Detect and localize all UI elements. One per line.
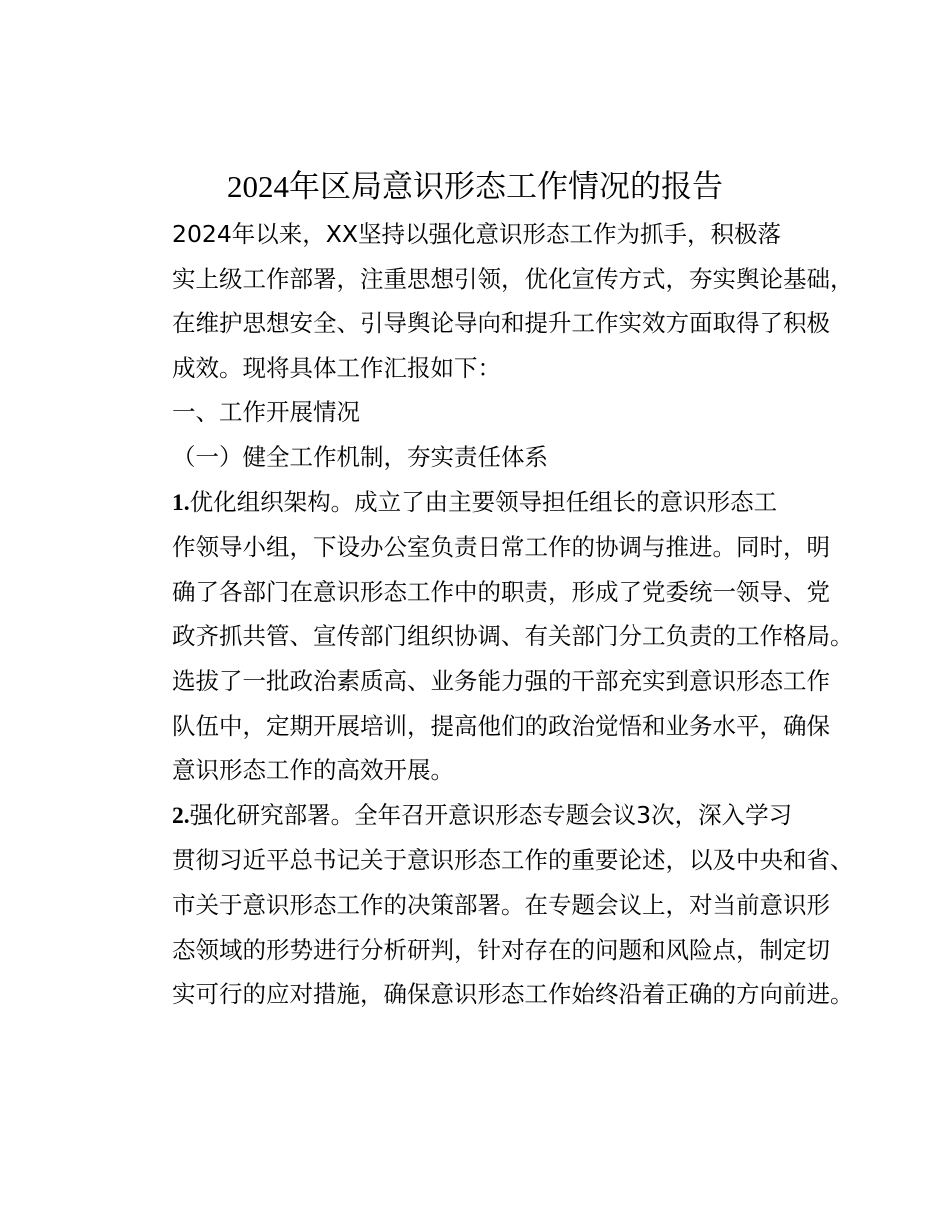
item-2-paragraph (124, 793, 854, 1017)
section-heading-text: 一、工作开展情况 (172, 398, 360, 427)
item-1-line-6: 队伍中，定期开展培训，提高他们的政治觉悟和业务水平，确保 (172, 711, 830, 740)
item-1-line-3: 确了各部门在意识形态工作中的职责，形成了党委统一领导、党 (172, 577, 830, 606)
item-2-line-1 (124, 793, 844, 839)
intro-line-4: 成效。现将具体工作汇报如下： (172, 353, 501, 382)
intro-line-2: 实上级工作部署，注重思想引领，优化宣传方式，夯实舆论基础， (172, 264, 854, 293)
section-heading (124, 390, 844, 435)
item-2-line-1-text: 强化研究部署。全年召开意识形态专题会议3次，深入学习 (189, 800, 793, 829)
item-1-line-7: 意识形态工作的高效开展。 (172, 756, 454, 785)
intro-paragraph (124, 212, 854, 390)
document-title: 2024年区局意识形态工作情况的报告 (227, 169, 723, 204)
intro-line-3: 在维护思想安全、引导舆论导向和提升工作实效方面取得了积极 (172, 309, 830, 338)
subsection-heading-text: （一）健全工作机制，夯实责任体系 (172, 442, 548, 471)
intro-line-1: 2024年以来，XX坚持以强化意识形态工作为抓手，积极落 (172, 220, 782, 248)
item-1-number: 1. (172, 489, 190, 516)
item-1-line-2: 作领导小组，下设办公室负责日常工作的协调与推进。同时，明 (172, 533, 830, 562)
item-2-line-4: 态领域的形势进行分析研判，针对存在的问题和风险点，制定切 (172, 935, 830, 964)
item-2-line-5: 实可行的应对措施，确保意识形态工作始终沿着正确的方向前进。 (172, 980, 854, 1009)
item-1-paragraph (124, 480, 854, 793)
subsection-heading (124, 435, 844, 480)
document-body (124, 212, 854, 1017)
item-2-line-2: 贯彻习近平总书记关于意识形态工作的重要论述，以及中央和省、 (172, 846, 854, 875)
item-2-line-3: 市关于意识形态工作的决策部署。在专题会议上，对当前意识形 (172, 890, 830, 919)
item-1-line-1 (124, 480, 844, 526)
item-1-line-5: 选拔了一批政治素质高、业务能力强的干部充实到意识形态工作 (172, 666, 830, 695)
item-1-line-4: 政齐抓共管、宣传部门组织协调、有关部门分工负责的工作格局。 (172, 622, 854, 651)
item-1-line-1-text: 优化组织架构。成立了由主要领导担任组长的意识形态工 (189, 487, 778, 516)
item-2-number: 2. (172, 802, 190, 829)
